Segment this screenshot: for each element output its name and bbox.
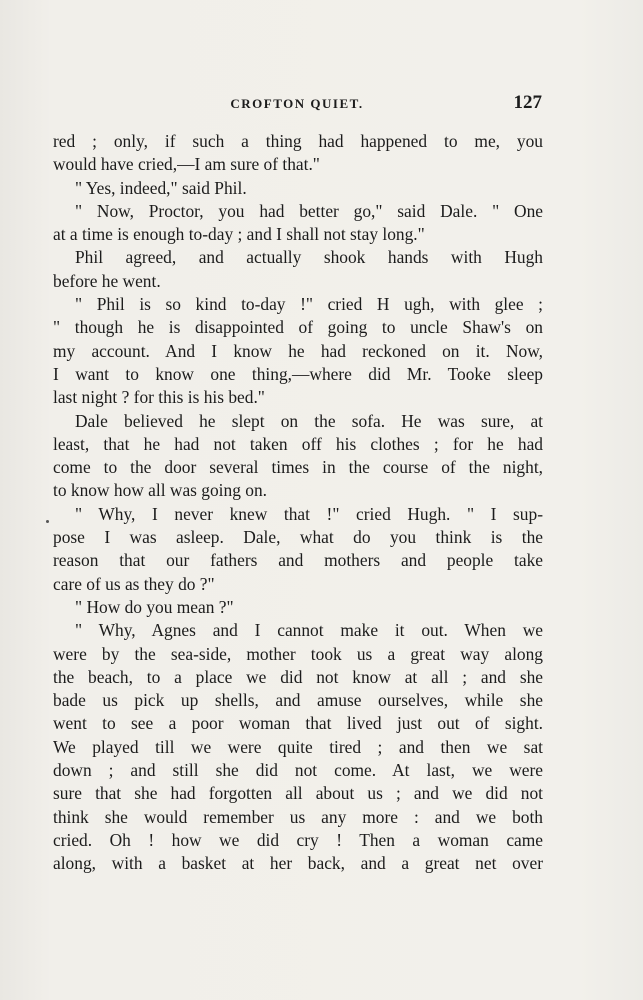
text-line: down ; and still she did not come. At last, we were (53, 760, 543, 781)
text-line: the beach, to a place we did not know at all ; and she (53, 666, 543, 687)
text-line: red ; only, if such a thing had happened to me, you (53, 131, 543, 151)
text-line: We played till we were quite tired ; and then we sat (53, 736, 543, 757)
text-line: were by the sea-side, mother took us a great way along (53, 643, 543, 664)
text-line: " How do you mean ?" (75, 596, 234, 617)
text-line: " though he is disappointed of going to uncle Shaw's on (53, 317, 543, 338)
text-line: to know how all was going on. (53, 480, 267, 501)
text-line: along, with a basket at her back, and a great net over (53, 853, 543, 874)
text-line: last night ? for this is his bed." (53, 387, 265, 408)
page-number: 127 (513, 92, 542, 113)
text-line: " Yes, indeed," said Phil. (75, 177, 247, 198)
text-line: " Why, Agnes and I cannot make it out. When we (75, 620, 543, 641)
text-line: reason that our fathers and mothers and people take (53, 550, 543, 571)
running-head: CROFTON QUIET. (230, 96, 364, 111)
text-line: before he went. (53, 270, 161, 291)
text-line: " Now, Proctor, you had better go," said Dale. " One (75, 200, 543, 221)
text-line: care of us as they do ?" (53, 573, 215, 594)
text-line: " Why, I never knew that !" cried Hugh. " I sup- (75, 503, 543, 524)
page-header (52, 92, 542, 118)
text-line: would have cried,—I am sure of that." (53, 154, 320, 175)
body-text (53, 130, 543, 876)
text-line: went to see a poor woman that lived just out of sight. (53, 713, 543, 734)
text-line: my account. And I know he had reckoned on it. Now, (53, 340, 543, 361)
text-line: pose I was asleep. Dale, what do you think is the (53, 527, 543, 548)
text-line: think she would remember us any more : and we both (53, 806, 543, 827)
text-line: least, that he had not taken off his clothes ; for he had (53, 433, 543, 454)
text-line: I want to know one thing,—where did Mr. Tooke sleep (53, 363, 543, 384)
text-line: cried. Oh ! how we did cry ! Then a woman came (53, 829, 543, 850)
text-line: at a time is enough to-day ; and I shall not stay long." (53, 224, 425, 245)
text-line: " Phil is so kind to-day !" cried H ugh, with glee ; (75, 294, 543, 315)
text-line: sure that she had forgotten all about us ; and we did not (53, 783, 543, 804)
ink-speck (46, 520, 49, 523)
text-line: Dale believed he slept on the sofa. He was sure, at (75, 410, 543, 431)
text-line: bade us pick up shells, and amuse ourselves, while she (53, 690, 543, 711)
text-line: Phil agreed, and actually shook hands with Hugh (75, 247, 543, 268)
text-line: come to the door several times in the course of the night, (53, 457, 543, 478)
